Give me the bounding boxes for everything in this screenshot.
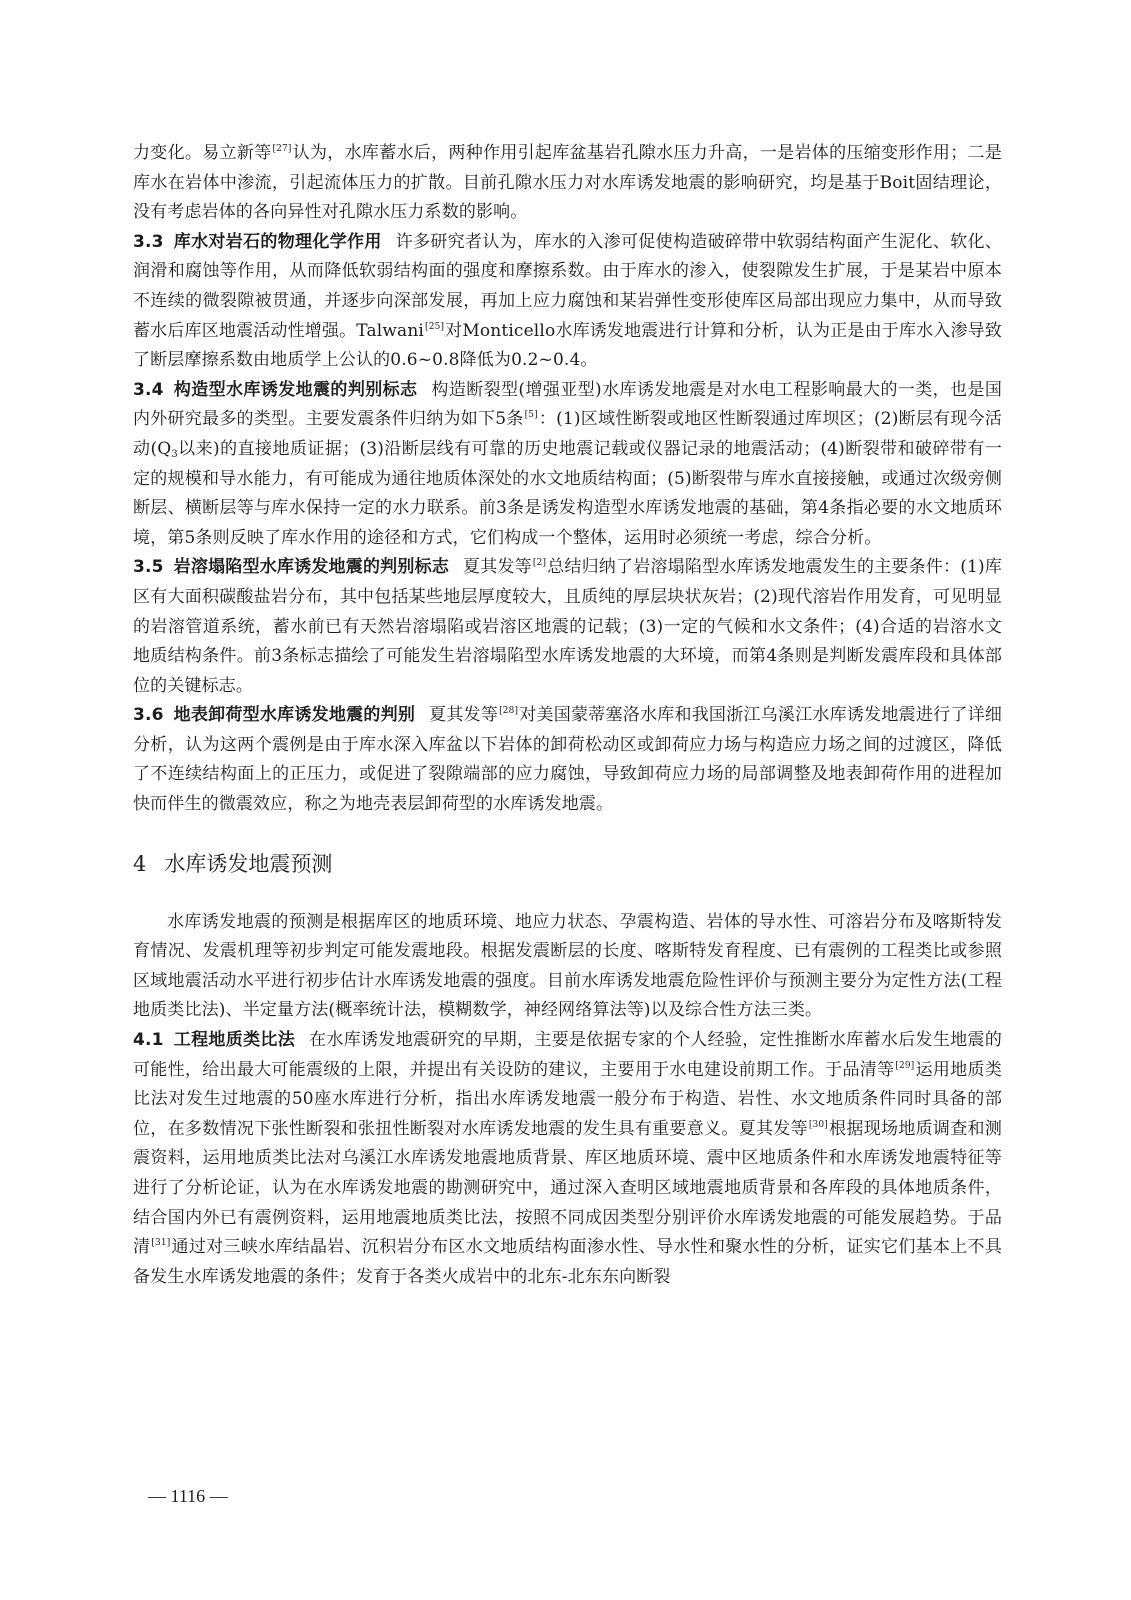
section-title: 库水对岩石的物理化学作用 <box>173 231 382 252</box>
citation-ref: [31] <box>151 1238 171 1249</box>
page-number: — 1116 — <box>148 1486 228 1506</box>
citation-ref: [25] <box>425 321 445 332</box>
text-run: 以来)的直接地质证据；(3)沿断层线有可靠的历史地震记载或仪器记录的地震活动；(4)断裂带和破碎带有一定的规模和导水能力，有可能成为通往地质体深处的水文地质结构面；(5)断裂带与库水直接接触，或通过次级旁侧断层、横断层等与库水保持一定的水力联系。前3条是诱发构造型水库诱发地震的基础，第4条指必要的水文地质环境，第5条则反映了库水作用的途径和方式，它们构成一个整体，运用时必须统一考虑，综合分析。 <box>133 438 1002 548</box>
text-run: 总结归纳了岩溶塌陷型水库诱发地震发生的主要条件：(1)库区有大面积碳酸盐岩分布，其中包括某些地层厚度较大，且质纯的厚层块状灰岩；(2)现代溶岩作用发育，可见明显的岩溶管道系统，蓄水前已有天然岩溶塌陷或岩溶区地震的记载；(3)一定的气候和水文条件；(4)合适的岩溶水文地质结构条件。前3条标志描绘了可能发生岩溶塌陷型水库诱发地震的大环境，而第4条则是判断发震库段和具体部位的关键标志。 <box>133 557 1003 696</box>
text-run: 许多研究者认为，库水的入渗可促使构造破碎带中软弱结构面产生泥化、软化、润滑和腐蚀等作用，从而降低软弱结构面的强度和摩擦系数。由于库水的渗入，使裂隙发生扩展，于是某岩中原本不连续的微裂隙被贯通，并逐步向深部发展，再加上应力腐蚀和某岩弹性变形使库区局部出现应力集中，从而导致蓄水后库区地震活动性增强。Talwani <box>133 231 1002 341</box>
text-run: 认为，水库蓄水后，两种作用引起库盆基岩孔隙水压力升高，一是岩体的压缩变形作用；二是库水在岩体中渗流，引起流体压力的扩散。目前孔隙水压力对水库诱发地震的影响研究，均是基于Boit固结理论，没有考虑岩体的各向异性对孔隙水压力系数的影响。 <box>133 143 1002 223</box>
section-title: 构造型水库诱发地震的判别标志 <box>173 379 418 400</box>
chapter-title: 水库诱发地震预测 <box>164 851 333 876</box>
citation-ref: [5] <box>524 410 538 421</box>
text-run: 通过对三峡水库结晶岩、沉积岩分布区水文地质结构面渗水性、导水性和聚水性的分析，证实它们基本上不具备发生水库诱发地震的条件；发育于各类火成岩中的北东-北东东向断裂 <box>133 1237 1002 1287</box>
text-run: 对Monticello水库诱发地震进行计算和分析，认为正是由于库水入渗导致了断层摩擦系数由地质学上公认的0.6~0.8降低为0.2~0.4。 <box>133 320 1002 371</box>
section-3-6 <box>133 701 1002 819</box>
citation-ref: [2] <box>532 558 547 569</box>
citation-ref: [28] <box>499 706 519 717</box>
text-column <box>133 139 1002 1292</box>
subscript: 3 <box>171 448 178 460</box>
text-run: 夏其发等 <box>429 705 499 726</box>
text-run: 对美国蒙蒂塞洛水库和我国浙江乌溪江水库诱发地震进行了详细分析，认为这两个震例是由于库水深入库盆以下岩体的卸荷松动区或卸荷应力场与构造应力场之间的过渡区，降低了不连续结构面上的正压力，或促进了裂隙端部的应力腐蚀，导致卸荷应力场的局部调整及地表卸荷作用的进程加快而伴生的微震效应，称之为地壳表层卸荷型的水库诱发地震。 <box>133 705 1002 815</box>
section-number: 3.5 <box>133 557 164 578</box>
section-number: 4.1 <box>133 1030 164 1051</box>
chapter-number: 4 <box>133 851 147 876</box>
chapter-heading <box>133 849 1002 879</box>
paragraph-continued <box>133 139 1002 228</box>
section-3-5 <box>133 553 1002 701</box>
paragraph-intro <box>133 908 1002 1026</box>
section-number: 3.6 <box>133 705 164 726</box>
section-3-4 <box>133 376 1002 554</box>
text-run: 在水库诱发地震研究的早期，主要是依据专家的个人经验，定性推断水库蓄水后发生地震的可能性，给出最大可能震级的上限，并提出有关设防的建议，主要用于水电建设前期工作。于品清等 <box>133 1030 1002 1080</box>
section-number: 3.4 <box>133 379 164 400</box>
section-3-3 <box>133 228 1002 376</box>
text-run: 力变化。易立新等 <box>133 143 272 163</box>
section-title: 工程地质类比法 <box>173 1030 296 1051</box>
text-run: 构造断裂型(增强亚型)水库诱发地震是对水电工程影响最大的一类，也是国内外研究最多的类型。主要发震条件归纳为如下5条 <box>133 379 1002 430</box>
citation-ref: [30] <box>808 1119 828 1130</box>
text-run: 根据现场地质调查和测震资料，运用地质类比法对乌溪江水库诱发地震地质背景、库区地质环境、震中区地质条件和水库诱发地震特征等进行了分析论证，认为在水库诱发地震的勘测研究中，通过深入查明区域地震地质背景和各库段的具体地质条件，结合国内外已有震例资料，运用地震地质类比法，按照不同成因类型分别评价水库诱发地震的可能发展趋势。于品清 <box>133 1118 1002 1258</box>
text-run: 夏其发等 <box>463 557 532 578</box>
section-title: 岩溶塌陷型水库诱发地震的判别标志 <box>173 557 450 578</box>
section-title: 地表卸荷型水库诱发地震的判别 <box>173 705 416 726</box>
citation-ref: [29] <box>895 1060 915 1071</box>
text-run: 水库诱发地震的预测是根据库区的地质环境、地应力状态、孕震构造、岩体的导水性、可溶岩分布及喀斯特发育情况、发震机理等初步判定可能发震地段。根据发震断层的长度、喀斯特发育程度、已有震例的工程类比或参照区域地震活动水平进行初步估计水库诱发地震的强度。目前水库诱发地震危险性评价与预测主要分为定性方法(工程地质类比法)、半定量方法(概率统计法，模糊数学，神经网络算法等)以及综合性方法三类。 <box>133 911 1002 1021</box>
text-run: ：(1)区域性断裂或地区性断裂通过库坝区；(2)断层有现今活动(Q <box>133 409 1002 459</box>
section-number: 3.3 <box>133 231 164 252</box>
citation-ref: [27] <box>272 144 292 154</box>
section-4-1 <box>133 1026 1002 1292</box>
text-run: 运用地质类比法对发生过地震的50座水库进行分析，指出水库诱发地震一般分布于构造、岩性、水文地质条件同时具备的部位，在多数情况下张性断裂和张扭性断裂对水库诱发地震的发生具有重要意义。夏其发等 <box>133 1059 1002 1139</box>
